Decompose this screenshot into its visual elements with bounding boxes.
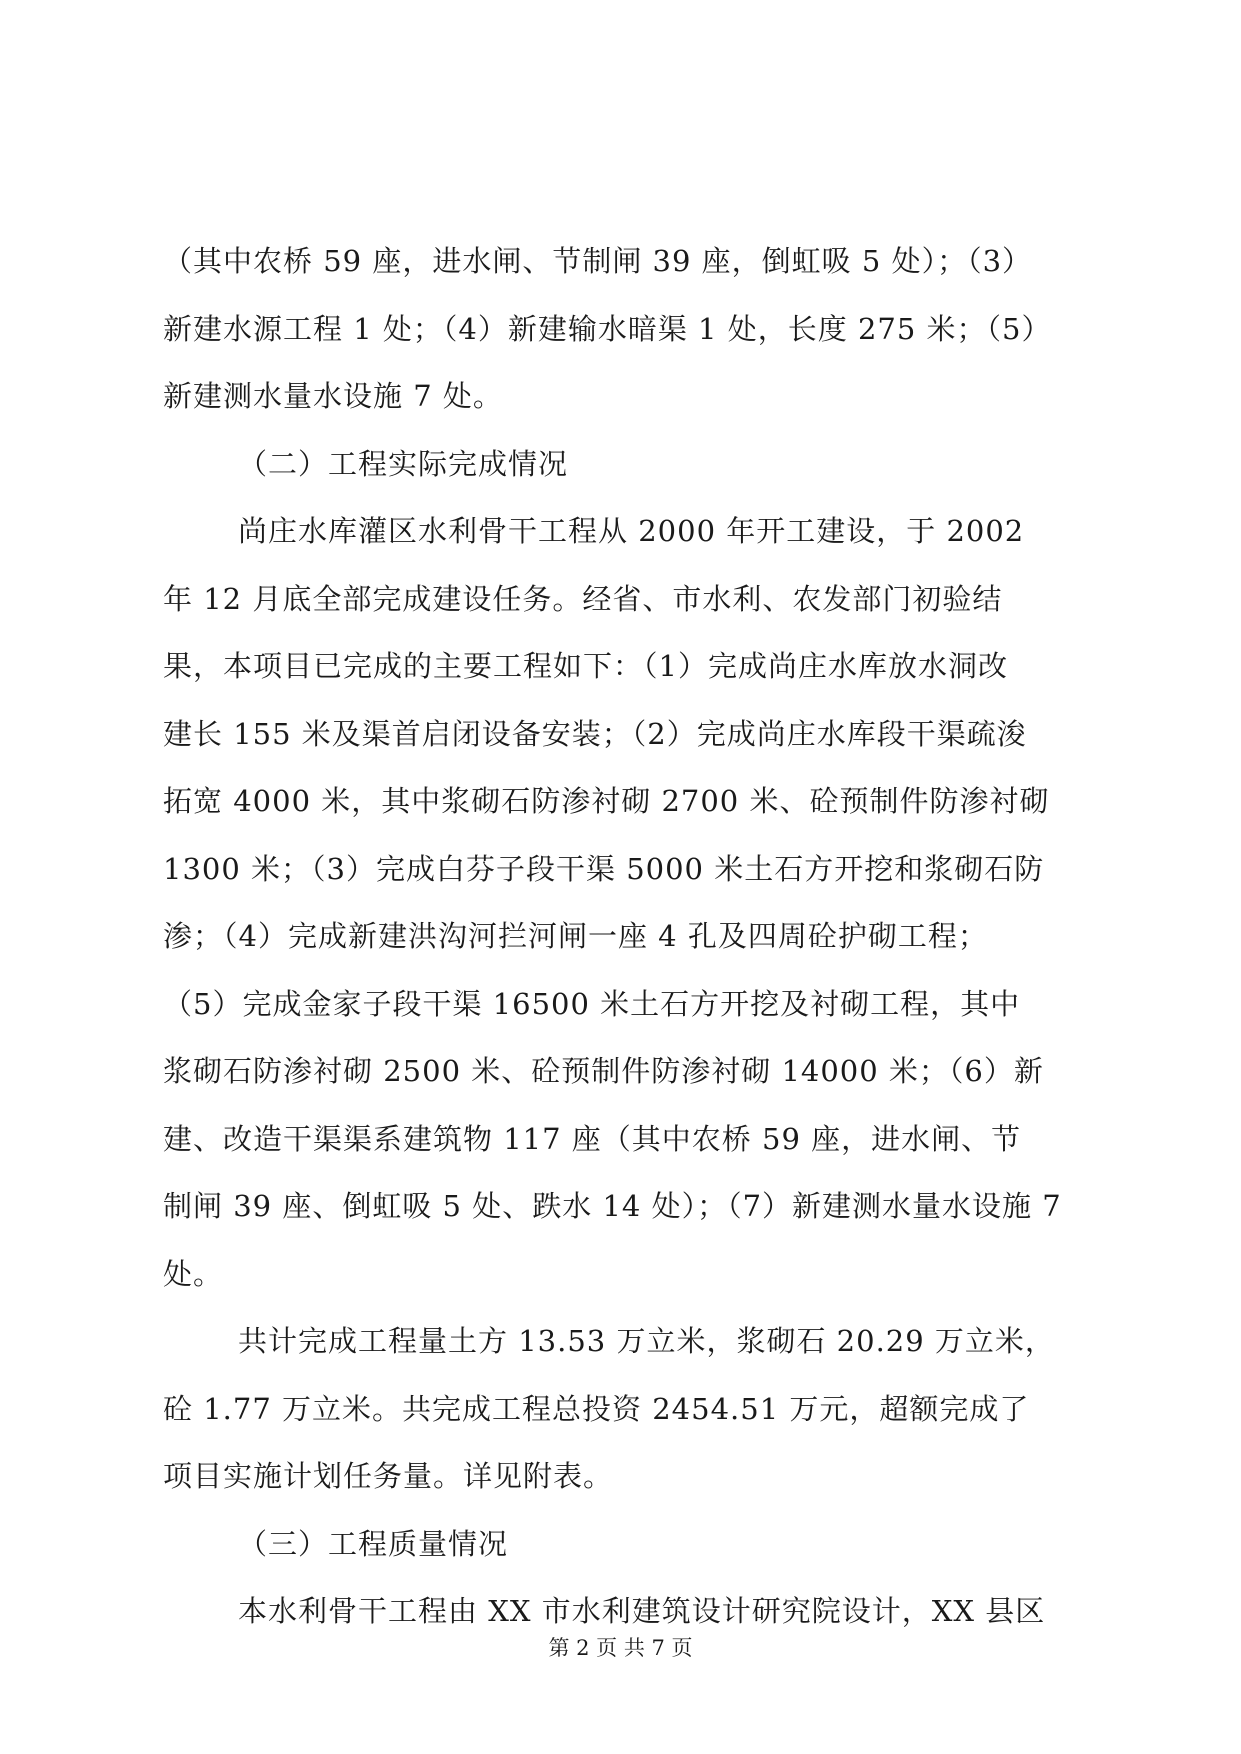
section-heading-2: （二）工程实际完成情况	[238, 446, 569, 481]
paragraph-start-line: 尚庄水库灌区水利骨干工程从 2000 年开工建设，于 2002	[238, 514, 1025, 548]
text-line-3: 新建测水量水设施 7 处。	[163, 379, 503, 413]
text-line-18: 砼 1.77 万立米。共完成工程总投资 2454.51 万元，超额完成了	[163, 1391, 1030, 1426]
text-line-7: 果，本项目已完成的主要工程如下：（1）完成尚庄水库放水洞改	[163, 649, 1008, 683]
document-body	[163, 228, 1083, 1646]
text-line-15: 制闸 39 座、倒虹吸 5 处、跌水 14 处）；（7）新建测水量水设施 7	[163, 1189, 1062, 1223]
paragraph-start-line: 本水利骨干工程由 XX 市水利建筑设计研究院设计，XX 县区	[238, 1594, 1046, 1628]
text-line-2: 新建水源工程 1 处；（4）新建输水暗渠 1 处，长度 275 米；（5）	[163, 311, 1052, 346]
text-line-1: （其中农桥 59 座，进水闸、节制闸 39 座，倒虹吸 5 处）；（3）	[163, 244, 1033, 278]
page-number-footer: 第 2 页 共 7 页	[548, 1636, 693, 1660]
text-line-6: 年 12 月底全部完成建设任务。经省、市水利、农发部门初验结	[163, 581, 1003, 616]
text-line-11: 渗；（4）完成新建洪沟河拦河闸一座 4 孔及四周砼护砌工程；	[163, 919, 988, 953]
text-line-13: 浆砌石防渗衬砌 2500 米、砼预制件防渗衬砌 14000 米；（6）新	[163, 1054, 1044, 1088]
text-line-19: 项目实施计划任务量。详见附表。	[163, 1459, 614, 1493]
paragraph-start-line: 共计完成工程量土方 13.53 万立米，浆砌石 20.29 万立米，	[238, 1324, 1055, 1358]
text-line-8: 建长 155 米及渠首启闭设备安装；（2）完成尚庄水库段干渠疏浚	[163, 716, 1027, 751]
section-heading-3: （三）工程质量情况	[238, 1526, 509, 1561]
text-line-16: 处。	[163, 1256, 224, 1291]
text-line-14: 建、改造干渠渠系建筑物 117 座（其中农桥 59 座，进水闸、节	[163, 1121, 1022, 1156]
text-line-12: （5）完成金家子段干渠 16500 米土石方开挖及衬砌工程，其中	[163, 986, 1021, 1021]
text-line-10: 1300 米；（3）完成白芬子段干渠 5000 米土石方开挖和浆砌石防	[163, 851, 1045, 886]
text-line-9: 拓宽 4000 米，其中浆砌石防渗衬砌 2700 米、砼预制件防渗衬砌	[163, 784, 1050, 818]
